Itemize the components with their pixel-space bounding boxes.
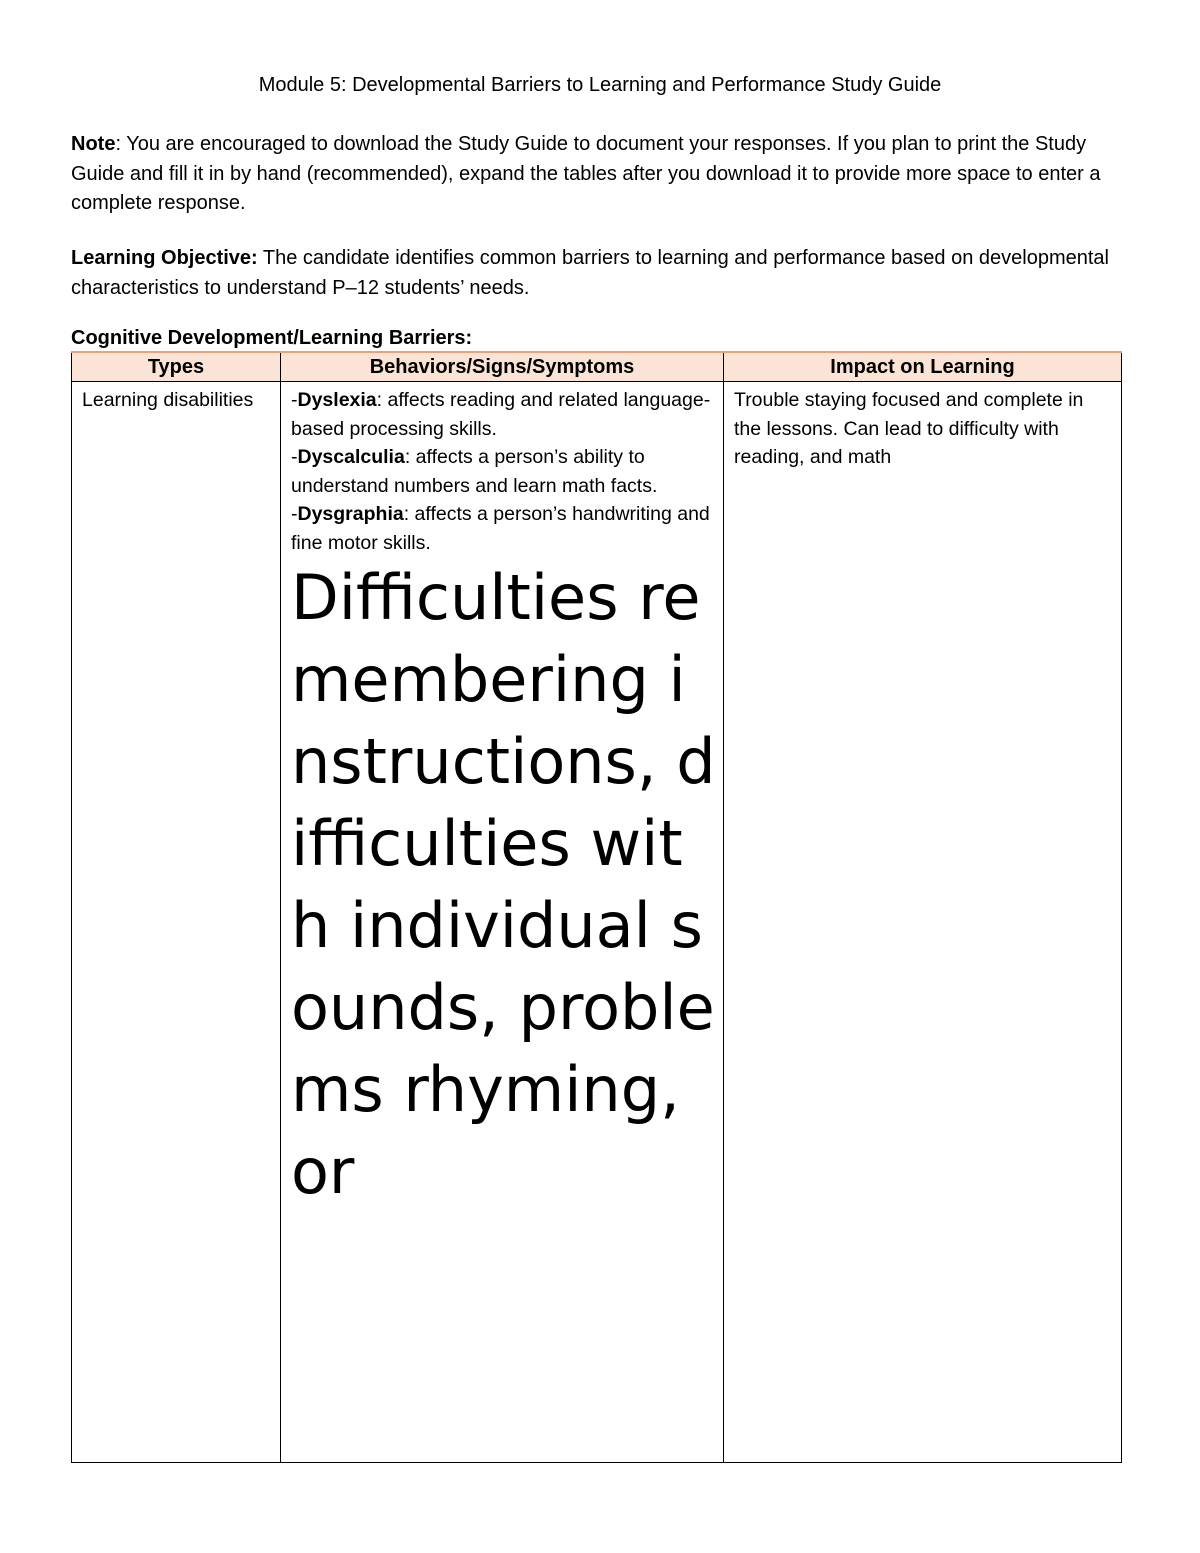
learning-objective-paragraph: [71, 244, 1131, 303]
symptom-dysgraphia: -Dysgraphia: affects a person’s handwriting and fine motor skills.: [291, 503, 710, 554]
note-paragraph: [71, 130, 1131, 219]
symptoms-cell[interactable]: [281, 382, 724, 1463]
type-text: Learning disabilities: [82, 389, 254, 411]
barriers-table: [71, 351, 1122, 1463]
symptoms-list: [281, 382, 723, 557]
note-text: : You are encouraged to download the Study Guide to document your responses. If you plan to print the Study Guide and fill it in by hand (recommended), expand the tables after you download it to provide more space to enter a complete response.: [71, 133, 1101, 214]
header-types: Types: [72, 352, 281, 382]
section-heading: Cognitive Development/Learning Barriers:: [71, 327, 473, 349]
table-row: [72, 382, 1122, 1463]
symptom-dyslexia: -Dyslexia: affects reading and related language-based processing skills.: [291, 389, 711, 440]
note-label: Note: [71, 133, 116, 155]
impact-text: Trouble staying focused and complete in the lessons. Can lead to difficulty with reading, and math: [734, 389, 1084, 468]
header-impact: Impact on Learning: [724, 352, 1122, 382]
types-cell[interactable]: [72, 382, 281, 1463]
header-behaviors: Behaviors/Signs/Symptoms: [281, 352, 724, 382]
table-header-row: [72, 352, 1122, 382]
large-symptoms-text: Difficulties remembering instructions, difficulties with individual sounds, problems rhyming, or: [291, 561, 716, 1208]
document-title: Module 5: Developmental Barriers to Learning and Performance Study Guide: [258, 74, 942, 96]
symptom-dyscalculia: -Dyscalculia: affects a person’s ability to understand numbers and learn math facts.: [291, 446, 658, 497]
impact-cell[interactable]: [724, 382, 1122, 1463]
learning-objective-text: The candidate identifies common barriers to learning and performance based on developmental characteristics to understand P–12 students’ needs.: [71, 247, 1109, 299]
learning-objective-label: Learning Objective:: [71, 247, 258, 269]
